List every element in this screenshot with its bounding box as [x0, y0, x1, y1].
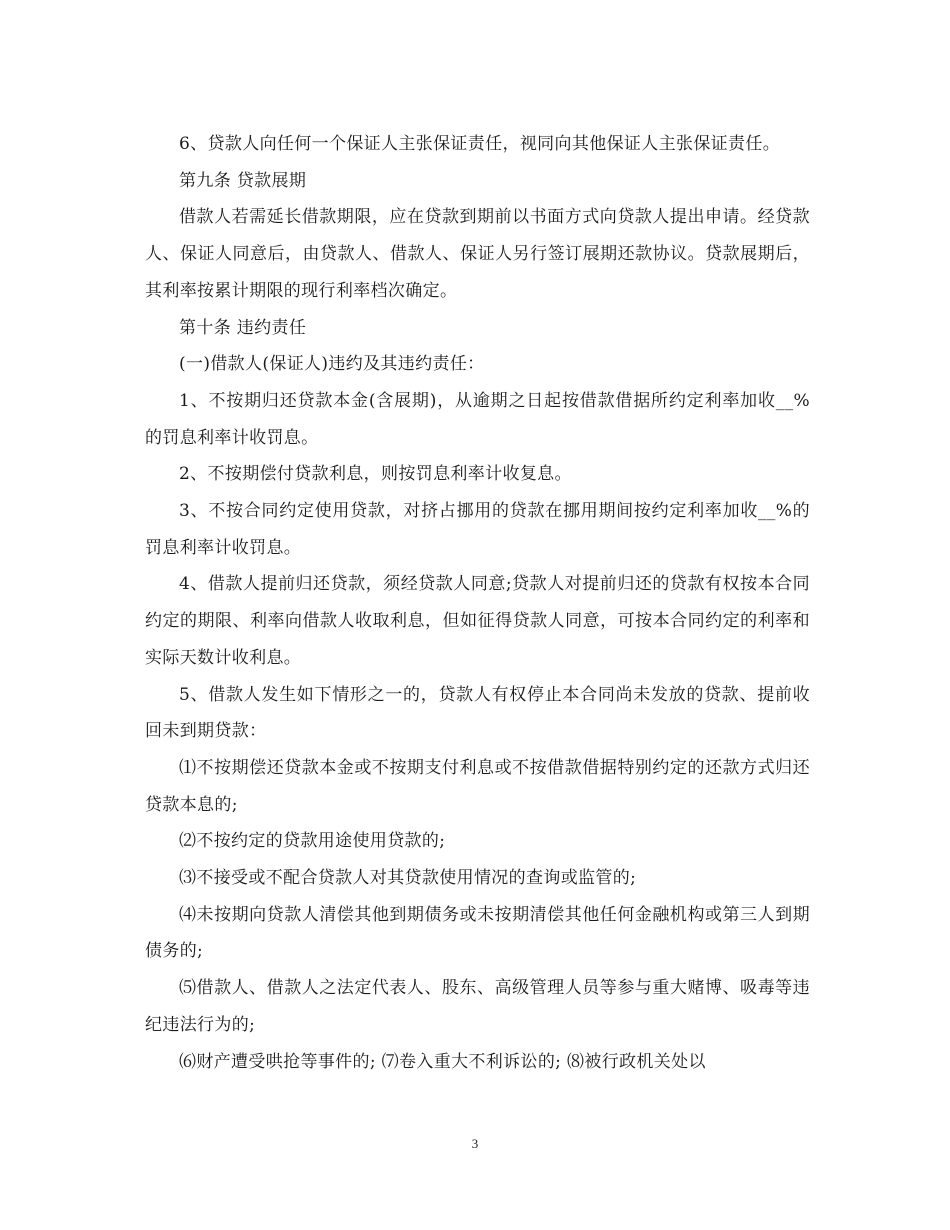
list-item-4: ⑷未按期向贷款人清偿其他到期债务或未按期清偿其他任何金融机构或第三人到期债务的; — [145, 904, 810, 962]
list-item-1: ⑴不按期偿还贷款本金或不按期支付利息或不按借款借据特别约定的还款方式归还贷款本息的; — [145, 757, 810, 815]
list-item-5: ⑸借款人、借款人之法定代表人、股东、高级管理人员等参与重大赌博、吸毒等违纪违法行为的; — [145, 978, 810, 1035]
page-number: 3 — [471, 1136, 479, 1151]
heading-article-10: 第十条 违约责任 — [179, 317, 307, 338]
paragraph-breach-intro: (一)借款人(保证人)违约及其违约责任： — [179, 354, 485, 375]
paragraph-breach-5: 5、借款人发生如下情形之一的，贷款人有权停止本合同尚未发放的贷款、提前收回未到期贷款： — [145, 684, 810, 742]
list-item-2: ⑵不按约定的贷款用途使用贷款的; — [179, 831, 446, 852]
paragraph-extension: 借款人若需延长借款期限，应在贷款到期前以书面方式向贷款人提出申请。经贷款人、保证人同意后，由贷款人、借款人、保证人另行签订展期还款协议。贷款展期后，其利率按累计期限的现行利率档次确定。 — [145, 207, 810, 301]
paragraph-guarantee-6: 6、贷款人向任何一个保证人主张保证责任，视同向其他保证人主张保证责任。 — [179, 134, 781, 154]
heading-article-9: 第九条 贷款展期 — [179, 170, 307, 191]
list-item-3: ⑶不接受或不配合贷款人对其贷款使用情况的查询或监管的; — [179, 868, 637, 889]
paragraph-breach-4: 4、借款人提前归还贷款，须经贷款人同意;贷款人对提前归还的贷款有权按本合同约定的期限、利率向借款人收取利息，但如征得贷款人同意，可按本合同约定的利率和实际天数计收利息。 — [145, 574, 810, 668]
document-body — [145, 126, 810, 1080]
list-item-6-8: ⑹财产遭受哄抢等事件的; ⑺卷入重大不利诉讼的; ⑻被行政机关处以 — [179, 1051, 706, 1072]
paragraph-breach-1: 1、不按期归还贷款本金(含展期)，从逾期之日起按借款借据所约定利率加收__%的罚息利率计收罚息。 — [145, 390, 810, 448]
paragraph-breach-2: 2、不按期偿付贷款利息，则按罚息利率计收复息。 — [179, 464, 572, 485]
paragraph-breach-3: 3、不按合同约定使用贷款，对挤占挪用的贷款在挪用期间按约定利率加收__%的罚息利率计收罚息。 — [145, 501, 810, 558]
